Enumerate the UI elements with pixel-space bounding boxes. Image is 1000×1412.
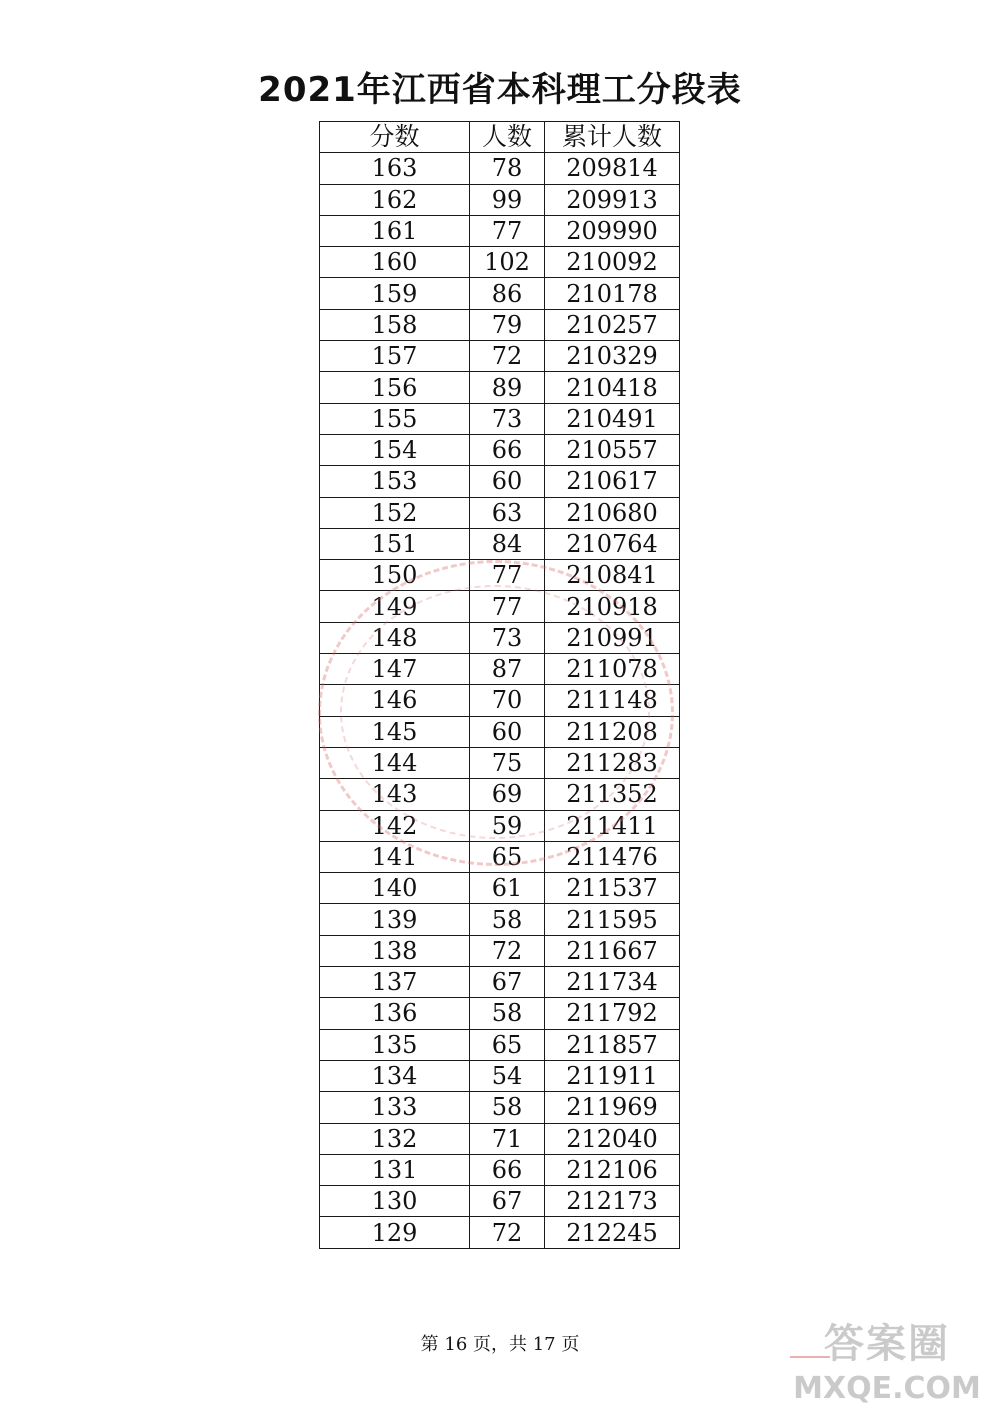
cell-count: 86 — [470, 278, 545, 309]
cell-cumulative: 210991 — [545, 622, 680, 653]
cell-cumulative: 210329 — [545, 341, 680, 372]
table-row — [320, 810, 680, 841]
cell-cumulative: 212245 — [545, 1217, 680, 1248]
cell-score: 145 — [320, 716, 470, 747]
cell-cumulative: 212106 — [545, 1154, 680, 1185]
cell-count: 89 — [470, 372, 545, 403]
table-row — [320, 1060, 680, 1091]
cell-score: 151 — [320, 528, 470, 559]
cell-cumulative: 211476 — [545, 841, 680, 872]
table-row — [320, 247, 680, 278]
table-row — [320, 1154, 680, 1185]
cell-score: 136 — [320, 998, 470, 1029]
cell-count: 72 — [470, 935, 545, 966]
table-row — [320, 372, 680, 403]
table-row — [320, 1029, 680, 1060]
cell-score: 155 — [320, 403, 470, 434]
cell-score: 161 — [320, 215, 470, 246]
cell-score: 148 — [320, 622, 470, 653]
cell-score: 134 — [320, 1060, 470, 1091]
table-row — [320, 654, 680, 685]
cell-score: 133 — [320, 1092, 470, 1123]
cell-cumulative: 211352 — [545, 779, 680, 810]
table-row — [320, 591, 680, 622]
site-watermark — [792, 1322, 982, 1408]
cell-score: 142 — [320, 810, 470, 841]
cell-cumulative: 211411 — [545, 810, 680, 841]
page-footer: 第 16 页，共 17 页 — [420, 1334, 580, 1355]
cell-cumulative: 211667 — [545, 935, 680, 966]
cell-cumulative: 210557 — [545, 434, 680, 465]
cell-cumulative: 210092 — [545, 247, 680, 278]
cell-cumulative: 210841 — [545, 560, 680, 591]
cell-score: 156 — [320, 372, 470, 403]
cell-cumulative: 209913 — [545, 184, 680, 215]
cell-score: 153 — [320, 466, 470, 497]
cell-cumulative: 210764 — [545, 528, 680, 559]
table-row — [320, 841, 680, 872]
cell-cumulative: 211148 — [545, 685, 680, 716]
cell-count: 70 — [470, 685, 545, 716]
cell-cumulative: 210918 — [545, 591, 680, 622]
table-row — [320, 403, 680, 434]
table-header-row — [320, 122, 680, 153]
cell-count: 72 — [470, 341, 545, 372]
table-row — [320, 873, 680, 904]
table-row — [320, 153, 680, 184]
table-row — [320, 497, 680, 528]
cell-cumulative: 211595 — [545, 904, 680, 935]
cell-cumulative: 211537 — [545, 873, 680, 904]
cell-score: 162 — [320, 184, 470, 215]
table-row — [320, 904, 680, 935]
cell-score: 143 — [320, 779, 470, 810]
cell-cumulative: 211857 — [545, 1029, 680, 1060]
cell-count: 77 — [470, 215, 545, 246]
cell-cumulative: 211792 — [545, 998, 680, 1029]
cell-score: 146 — [320, 685, 470, 716]
cell-cumulative: 209814 — [545, 153, 680, 184]
watermark-text: 答案圈 — [824, 1321, 950, 1367]
cell-score: 141 — [320, 841, 470, 872]
cell-score: 131 — [320, 1154, 470, 1185]
cell-score: 157 — [320, 341, 470, 372]
cell-score: 129 — [320, 1217, 470, 1248]
table-row — [320, 184, 680, 215]
cell-count: 66 — [470, 434, 545, 465]
cell-score: 135 — [320, 1029, 470, 1060]
table-row — [320, 1123, 680, 1154]
cell-cumulative: 211283 — [545, 747, 680, 778]
table-row — [320, 779, 680, 810]
cell-cumulative: 210178 — [545, 278, 680, 309]
cell-count: 102 — [470, 247, 545, 278]
cell-count: 60 — [470, 716, 545, 747]
cell-cumulative: 210680 — [545, 497, 680, 528]
cell-count: 60 — [470, 466, 545, 497]
cell-score: 130 — [320, 1186, 470, 1217]
watermark-domain: MXQE.COM — [793, 1371, 981, 1406]
cell-score: 159 — [320, 278, 470, 309]
cell-count: 77 — [470, 591, 545, 622]
cell-count: 69 — [470, 779, 545, 810]
cell-cumulative: 211078 — [545, 654, 680, 685]
cell-count: 58 — [470, 1092, 545, 1123]
cell-count: 58 — [470, 904, 545, 935]
cell-cumulative: 210257 — [545, 309, 680, 340]
cell-cumulative: 211911 — [545, 1060, 680, 1091]
header-score: 分数 — [320, 122, 470, 153]
cell-count: 67 — [470, 967, 545, 998]
cell-score: 139 — [320, 904, 470, 935]
table-row — [320, 622, 680, 653]
table-row — [320, 716, 680, 747]
cell-count: 77 — [470, 560, 545, 591]
cell-count: 66 — [470, 1154, 545, 1185]
score-distribution-table — [319, 121, 680, 1249]
table-row — [320, 935, 680, 966]
cell-score: 137 — [320, 967, 470, 998]
cell-score: 138 — [320, 935, 470, 966]
cell-count: 67 — [470, 1186, 545, 1217]
table-row — [320, 967, 680, 998]
cell-score: 154 — [320, 434, 470, 465]
cell-count: 84 — [470, 528, 545, 559]
table-row — [320, 1217, 680, 1248]
cell-score: 152 — [320, 497, 470, 528]
table-row — [320, 1092, 680, 1123]
cell-count: 75 — [470, 747, 545, 778]
cell-count: 61 — [470, 873, 545, 904]
header-count: 人数 — [470, 122, 545, 153]
page-title: 2021年江西省本科理工分段表 — [258, 70, 742, 110]
cell-count: 63 — [470, 497, 545, 528]
cell-count: 73 — [470, 403, 545, 434]
cell-score: 160 — [320, 247, 470, 278]
table-row — [320, 528, 680, 559]
cell-score: 147 — [320, 654, 470, 685]
cell-count: 87 — [470, 654, 545, 685]
table-row — [320, 560, 680, 591]
cell-count: 78 — [470, 153, 545, 184]
cell-score: 158 — [320, 309, 470, 340]
cell-score: 132 — [320, 1123, 470, 1154]
table-row — [320, 278, 680, 309]
table-row — [320, 1186, 680, 1217]
table-row — [320, 998, 680, 1029]
cell-count: 71 — [470, 1123, 545, 1154]
cell-count: 65 — [470, 841, 545, 872]
cell-cumulative: 210491 — [545, 403, 680, 434]
cell-score: 140 — [320, 873, 470, 904]
cell-count: 58 — [470, 998, 545, 1029]
table-row — [320, 309, 680, 340]
cell-count: 79 — [470, 309, 545, 340]
table-row — [320, 685, 680, 716]
cell-count: 72 — [470, 1217, 545, 1248]
header-cumulative: 累计人数 — [545, 122, 680, 153]
cell-cumulative: 211734 — [545, 967, 680, 998]
cell-count: 54 — [470, 1060, 545, 1091]
cell-count: 59 — [470, 810, 545, 841]
table-row — [320, 341, 680, 372]
cell-count: 99 — [470, 184, 545, 215]
cell-count: 65 — [470, 1029, 545, 1060]
cell-score: 150 — [320, 560, 470, 591]
cell-cumulative: 211969 — [545, 1092, 680, 1123]
cell-cumulative: 210418 — [545, 372, 680, 403]
cell-cumulative: 211208 — [545, 716, 680, 747]
cell-cumulative: 210617 — [545, 466, 680, 497]
cell-cumulative: 212040 — [545, 1123, 680, 1154]
cell-cumulative: 212173 — [545, 1186, 680, 1217]
cell-score: 163 — [320, 153, 470, 184]
table-row — [320, 466, 680, 497]
table-row — [320, 747, 680, 778]
table-row — [320, 434, 680, 465]
cell-cumulative: 209990 — [545, 215, 680, 246]
cell-score: 144 — [320, 747, 470, 778]
cell-score: 149 — [320, 591, 470, 622]
table-row — [320, 215, 680, 246]
cell-count: 73 — [470, 622, 545, 653]
